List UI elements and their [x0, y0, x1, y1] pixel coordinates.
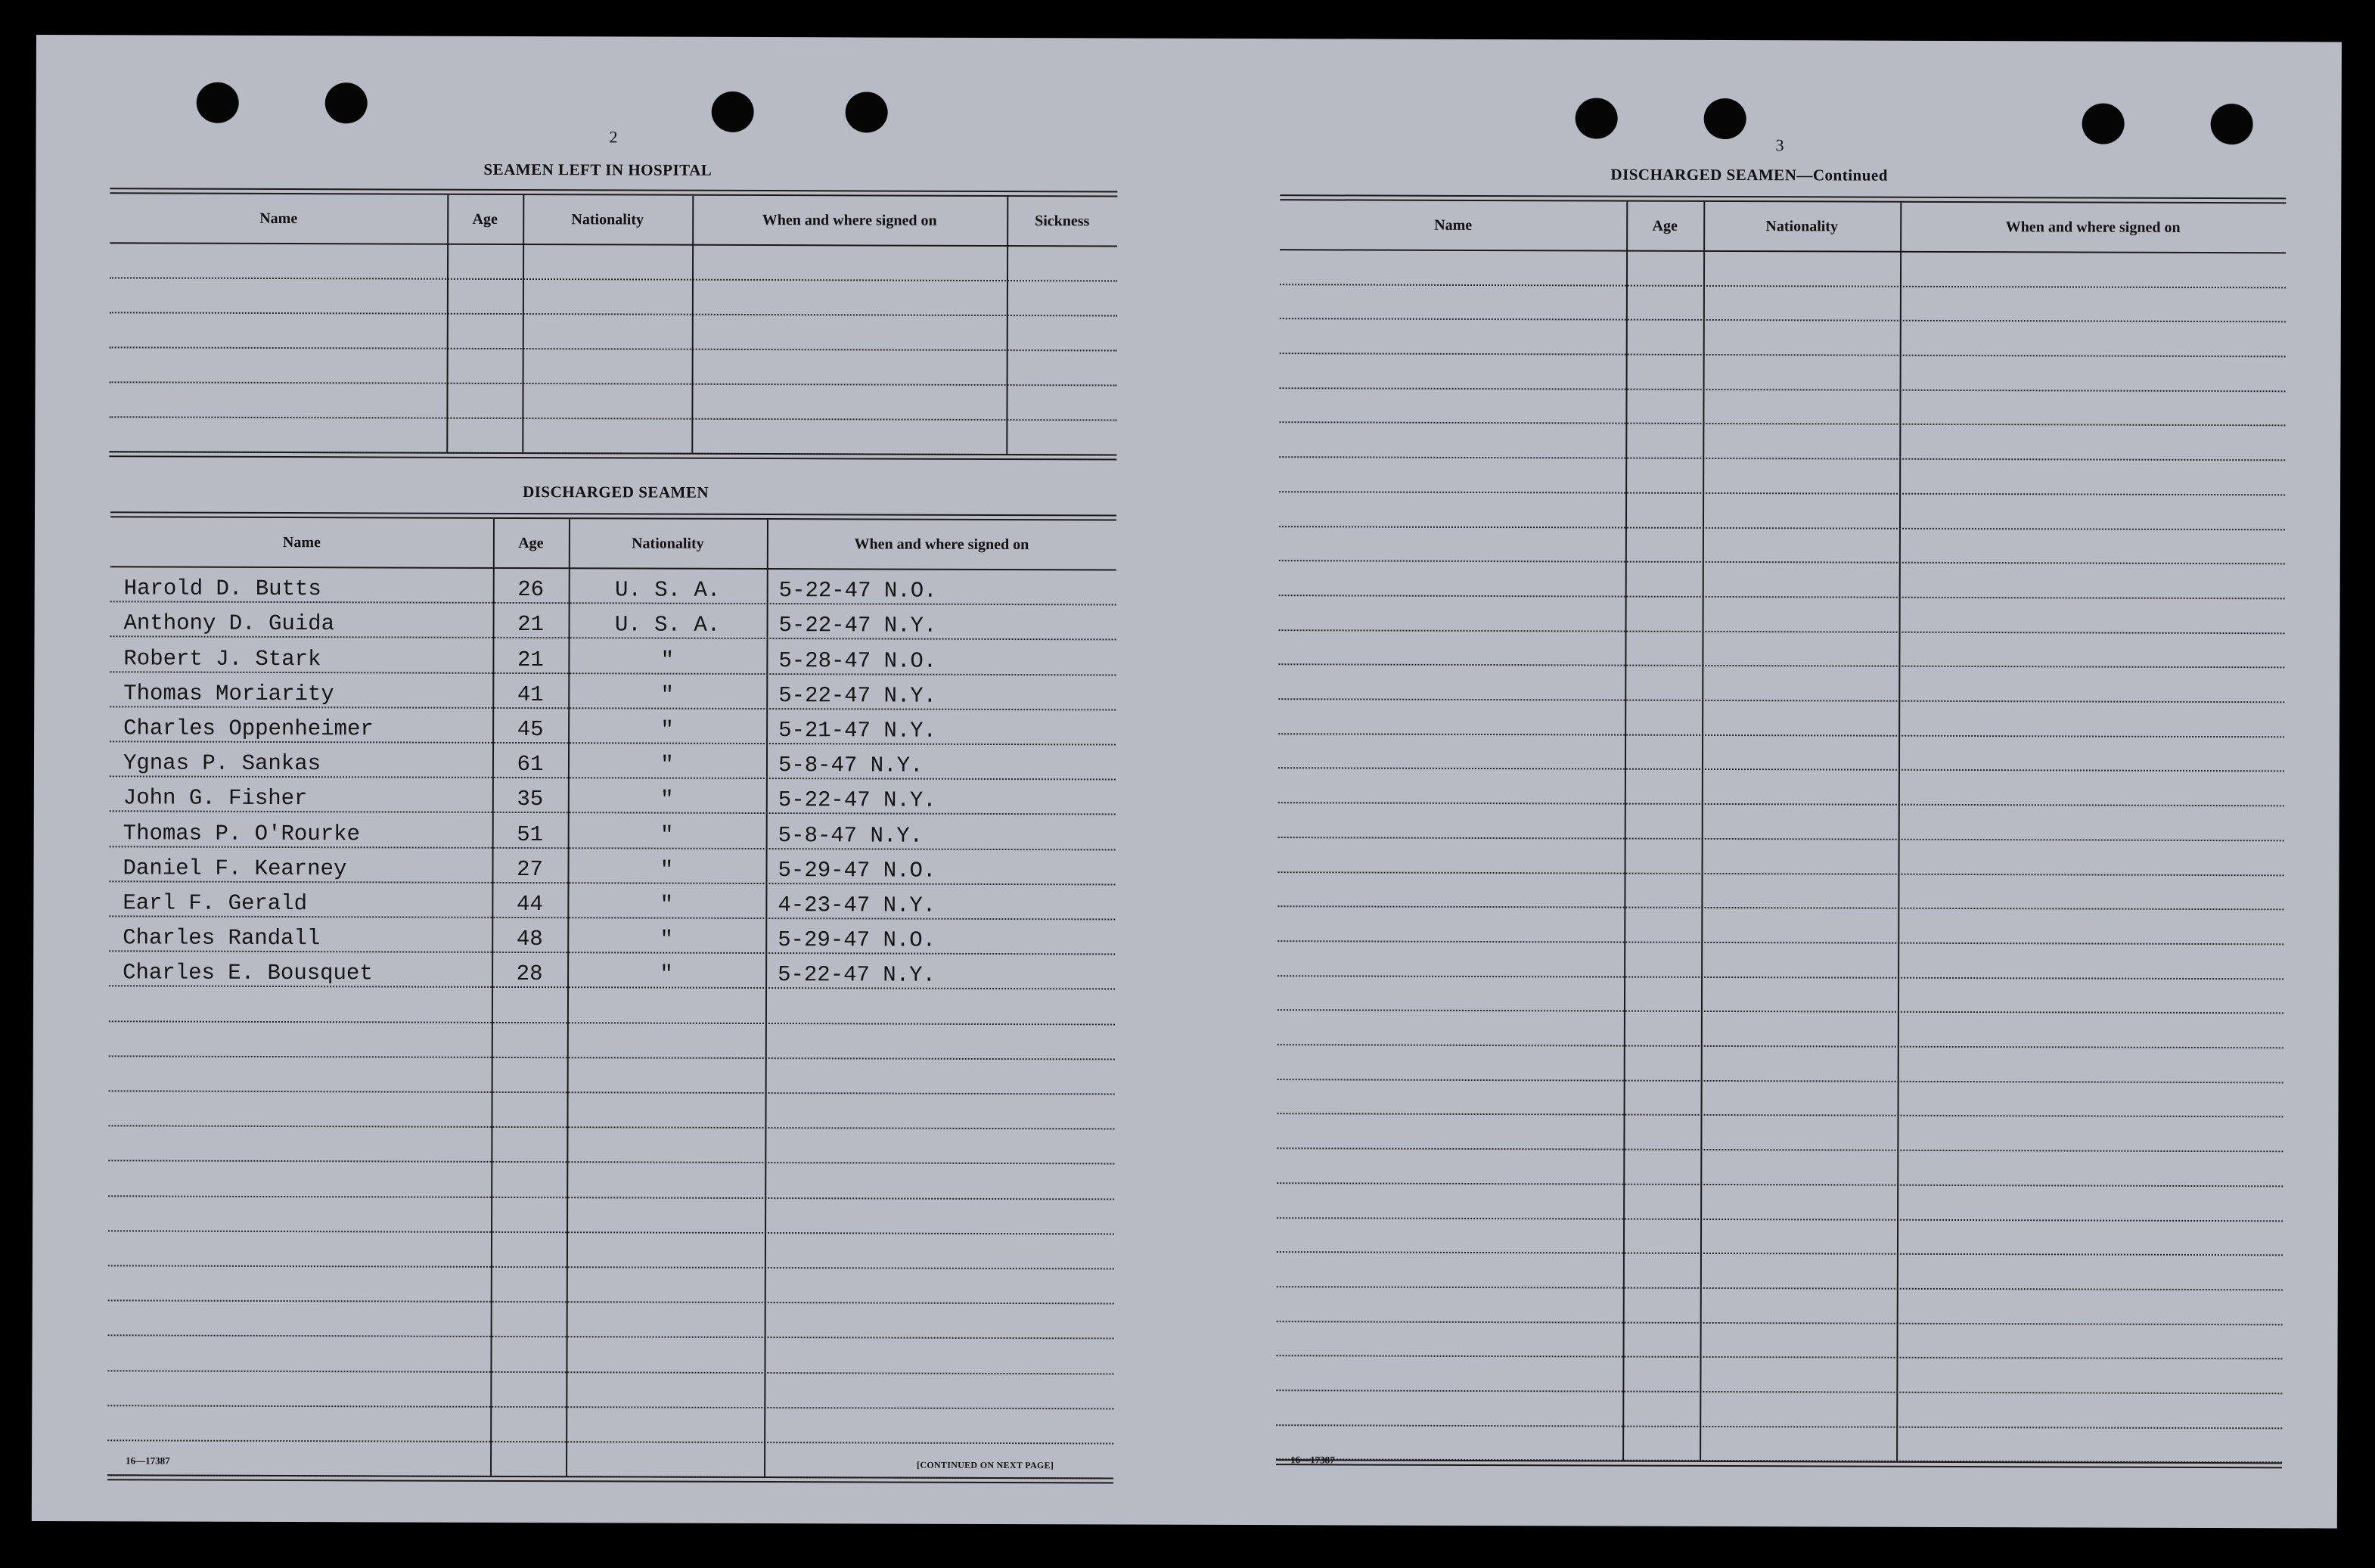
table-row	[110, 566, 1116, 605]
table-row	[1279, 491, 2285, 530]
table-cell: "	[660, 647, 675, 673]
table-header	[110, 194, 1117, 247]
column-header: Sickness	[1035, 212, 1090, 229]
table-cell: 45	[517, 716, 544, 743]
table-row	[1278, 664, 2284, 703]
table-row	[1280, 352, 2286, 392]
table-cell: 44	[516, 891, 543, 918]
form-number-right: 16—17387	[1290, 1454, 1335, 1466]
hospital-table	[109, 188, 1117, 498]
table-cell	[567, 1055, 765, 1056]
table-cell	[567, 1335, 765, 1336]
table-row	[109, 416, 1116, 455]
table-bottom-rule	[109, 455, 1116, 460]
table-row	[1279, 560, 2285, 599]
table-cell: Charles E. Bousquet	[123, 960, 373, 986]
table-row	[108, 1090, 1114, 1129]
table-row	[1278, 871, 2283, 911]
table-row	[110, 811, 1116, 850]
table-row	[109, 381, 1116, 421]
table-row	[1277, 1217, 2283, 1256]
table-cell: 5-28-47 N.O.	[778, 647, 937, 674]
punch-hole	[2082, 103, 2125, 144]
table-row	[109, 1020, 1115, 1060]
punch-hole	[197, 82, 239, 123]
table-cell	[566, 1439, 764, 1440]
table-row	[1278, 1079, 2283, 1118]
table-row	[108, 1299, 1114, 1339]
table-cell: Robert J. Stark	[123, 645, 321, 672]
table-cell: "	[660, 682, 675, 708]
table-cell	[567, 1299, 765, 1300]
table-row	[1280, 249, 2286, 288]
column-header: Name	[1434, 216, 1473, 234]
table-row	[110, 636, 1116, 675]
table-header	[110, 517, 1116, 570]
table-row	[108, 1195, 1114, 1234]
table-row	[109, 915, 1115, 955]
table-cell: Daniel F. Kearney	[123, 855, 347, 882]
discharged-section-title: DISCHARGED SEAMEN	[523, 483, 709, 501]
table-cell: "	[660, 787, 674, 813]
table-row	[108, 1265, 1114, 1304]
table-header	[1280, 200, 2286, 253]
punch-hole	[712, 92, 754, 132]
table-row	[1278, 698, 2284, 737]
table-cell: "	[660, 822, 674, 848]
table-cell: "	[660, 857, 674, 883]
table-cell: 5-22-47 N.Y.	[778, 962, 936, 989]
table-top-rule	[110, 511, 1116, 516]
form-number-left: 16—17387	[126, 1455, 170, 1467]
table-row	[109, 1055, 1115, 1094]
discharged-continued-table	[1276, 194, 2286, 1453]
table-cell: Charles Randall	[123, 925, 321, 952]
table-cell	[523, 346, 692, 347]
table-bottom-rule	[107, 1479, 1113, 1483]
table-cell: 5-22-47 N.Y.	[778, 613, 937, 639]
table-cell: 5-29-47 N.O.	[778, 857, 936, 883]
table-row	[109, 880, 1115, 920]
table-cell: 35	[517, 787, 544, 812]
table-row	[1276, 1424, 2282, 1464]
table-cell: 21	[517, 612, 545, 638]
table-cell: "	[660, 927, 674, 952]
table-cell: Thomas P. O'Rourke	[123, 820, 361, 846]
table-cell: Thomas Moriarity	[123, 681, 334, 707]
table-cell: 61	[517, 752, 544, 778]
table-row	[1277, 1286, 2283, 1325]
table-cell: 21	[517, 647, 544, 672]
continued-note: [CONTINUED ON NEXT PAGE]	[917, 1459, 1054, 1471]
column-header: When and where signed on	[854, 535, 1029, 553]
table-row	[110, 601, 1116, 640]
column-header: Age	[472, 210, 498, 228]
table-cell: 5-22-47 N.Y.	[778, 787, 936, 814]
column-header: Nationality	[1765, 217, 1839, 234]
column-header: Name	[282, 533, 321, 551]
table-row	[108, 1230, 1114, 1269]
table-cell	[567, 1195, 765, 1196]
punch-hole	[846, 92, 888, 132]
table-cell: 48	[516, 927, 543, 952]
table-row	[1278, 629, 2284, 669]
table-cell	[523, 381, 692, 382]
table-row	[107, 1405, 1113, 1444]
column-header: When and where signed on	[2005, 218, 2181, 236]
table-cell: Anthony D. Guida	[123, 610, 335, 637]
table-row	[1278, 905, 2283, 945]
table-bottom-rule	[1276, 1464, 2282, 1468]
table-cell: Harold D. Butts	[123, 576, 321, 602]
table-cell	[567, 1020, 765, 1021]
table-cell: "	[660, 717, 674, 743]
table-cell: "	[660, 961, 673, 988]
column-header: When and where signed on	[762, 211, 937, 229]
table-row	[109, 846, 1115, 885]
table-row	[1279, 595, 2285, 634]
table-row	[1278, 837, 2284, 876]
column-header: Nationality	[632, 534, 704, 552]
table-row	[1277, 1113, 2283, 1153]
column-header: Age	[518, 534, 544, 551]
table-row	[1279, 526, 2285, 565]
table-row	[1276, 1389, 2282, 1429]
table-row	[1278, 975, 2283, 1014]
punch-hole	[325, 82, 368, 123]
discharged-table	[107, 511, 1116, 1449]
table-cell: U. S. A.	[614, 612, 721, 638]
table-cell: 5-29-47 N.O.	[778, 927, 936, 953]
table-cell: 26	[517, 577, 545, 603]
table-row	[1277, 1321, 2283, 1360]
column-header: Age	[1652, 217, 1678, 234]
table-cell: Earl F. Gerald	[123, 890, 308, 917]
punch-hole	[1576, 98, 1618, 138]
table-row	[109, 986, 1115, 1025]
table-cell: 41	[517, 682, 544, 707]
column-header: Name	[259, 210, 298, 227]
table-cell: 28	[516, 961, 543, 987]
table-row	[110, 346, 1117, 386]
table-cell	[522, 416, 691, 417]
table-row	[1279, 387, 2285, 427]
table-cell: 5-8-47 N.Y.	[778, 753, 924, 778]
discharged-continued-title	[1610, 166, 1888, 185]
hospital-section-title: SEAMEN LEFT IN HOSPITAL	[483, 160, 712, 179]
table-row	[110, 741, 1116, 780]
document-sheet	[32, 35, 2342, 1529]
table-cell: 5-22-47 N.Y.	[778, 682, 937, 709]
table-cell: Charles Oppenheimer	[123, 716, 374, 742]
table-row	[110, 312, 1117, 351]
table-row	[1278, 940, 2283, 980]
table-row	[1280, 284, 2286, 323]
table-cell	[567, 1090, 765, 1091]
table-row	[1280, 318, 2286, 358]
table-row	[1278, 802, 2284, 841]
table-cell	[567, 1160, 765, 1161]
table-cell: Ygnas P. Sankas	[123, 750, 321, 777]
table-cell: John G. Fisher	[123, 785, 308, 812]
table-row	[1278, 1010, 2283, 1049]
table-row	[1278, 768, 2284, 807]
table-row	[1278, 733, 2284, 772]
table-top-rule	[110, 188, 1117, 192]
title-main: DISCHARGED SEAMEN	[1610, 165, 1797, 185]
punch-hole	[1704, 98, 1746, 139]
table-cell: "	[660, 892, 674, 918]
table-cell	[567, 1125, 765, 1126]
table-cell: 4-23-47 N.Y.	[778, 893, 936, 918]
table-cell: U. S. A.	[615, 577, 721, 604]
table-row	[110, 775, 1116, 815]
table-row	[110, 277, 1117, 316]
table-row	[109, 950, 1115, 989]
table-cell	[522, 451, 691, 452]
table-row	[107, 1335, 1113, 1374]
table-row	[1277, 1251, 2283, 1290]
table-cell	[566, 1474, 764, 1475]
table-row	[110, 671, 1116, 710]
table-row	[1277, 1147, 2283, 1187]
table-cell: 5-21-47 N.Y.	[778, 718, 937, 744]
table-cell: 5-22-47 N.O.	[778, 578, 937, 604]
table-row	[1278, 1044, 2283, 1083]
table-row	[108, 1160, 1114, 1200]
punch-hole	[2211, 104, 2253, 144]
table-cell	[523, 277, 692, 278]
table-row	[108, 1125, 1114, 1164]
table-cell: 51	[517, 821, 544, 847]
table-row	[107, 1370, 1113, 1409]
table-cell: "	[660, 752, 674, 778]
table-cell	[567, 1230, 765, 1231]
table-row	[1276, 1355, 2282, 1395]
table-cell: 27	[517, 856, 543, 882]
table-row	[110, 706, 1116, 745]
table-row	[1279, 456, 2285, 495]
table-cell: 5-8-47 N.Y.	[778, 822, 924, 849]
page-number-right: 3	[1775, 135, 1784, 155]
page-number-left: 2	[609, 127, 618, 147]
title-continued: —Continued	[1796, 166, 1888, 185]
table-row	[1279, 422, 2285, 461]
table-row	[110, 242, 1117, 281]
table-cell	[566, 1370, 764, 1371]
table-row	[1277, 1182, 2283, 1222]
column-header: Nationality	[571, 210, 644, 228]
table-top-rule	[1280, 194, 2286, 199]
